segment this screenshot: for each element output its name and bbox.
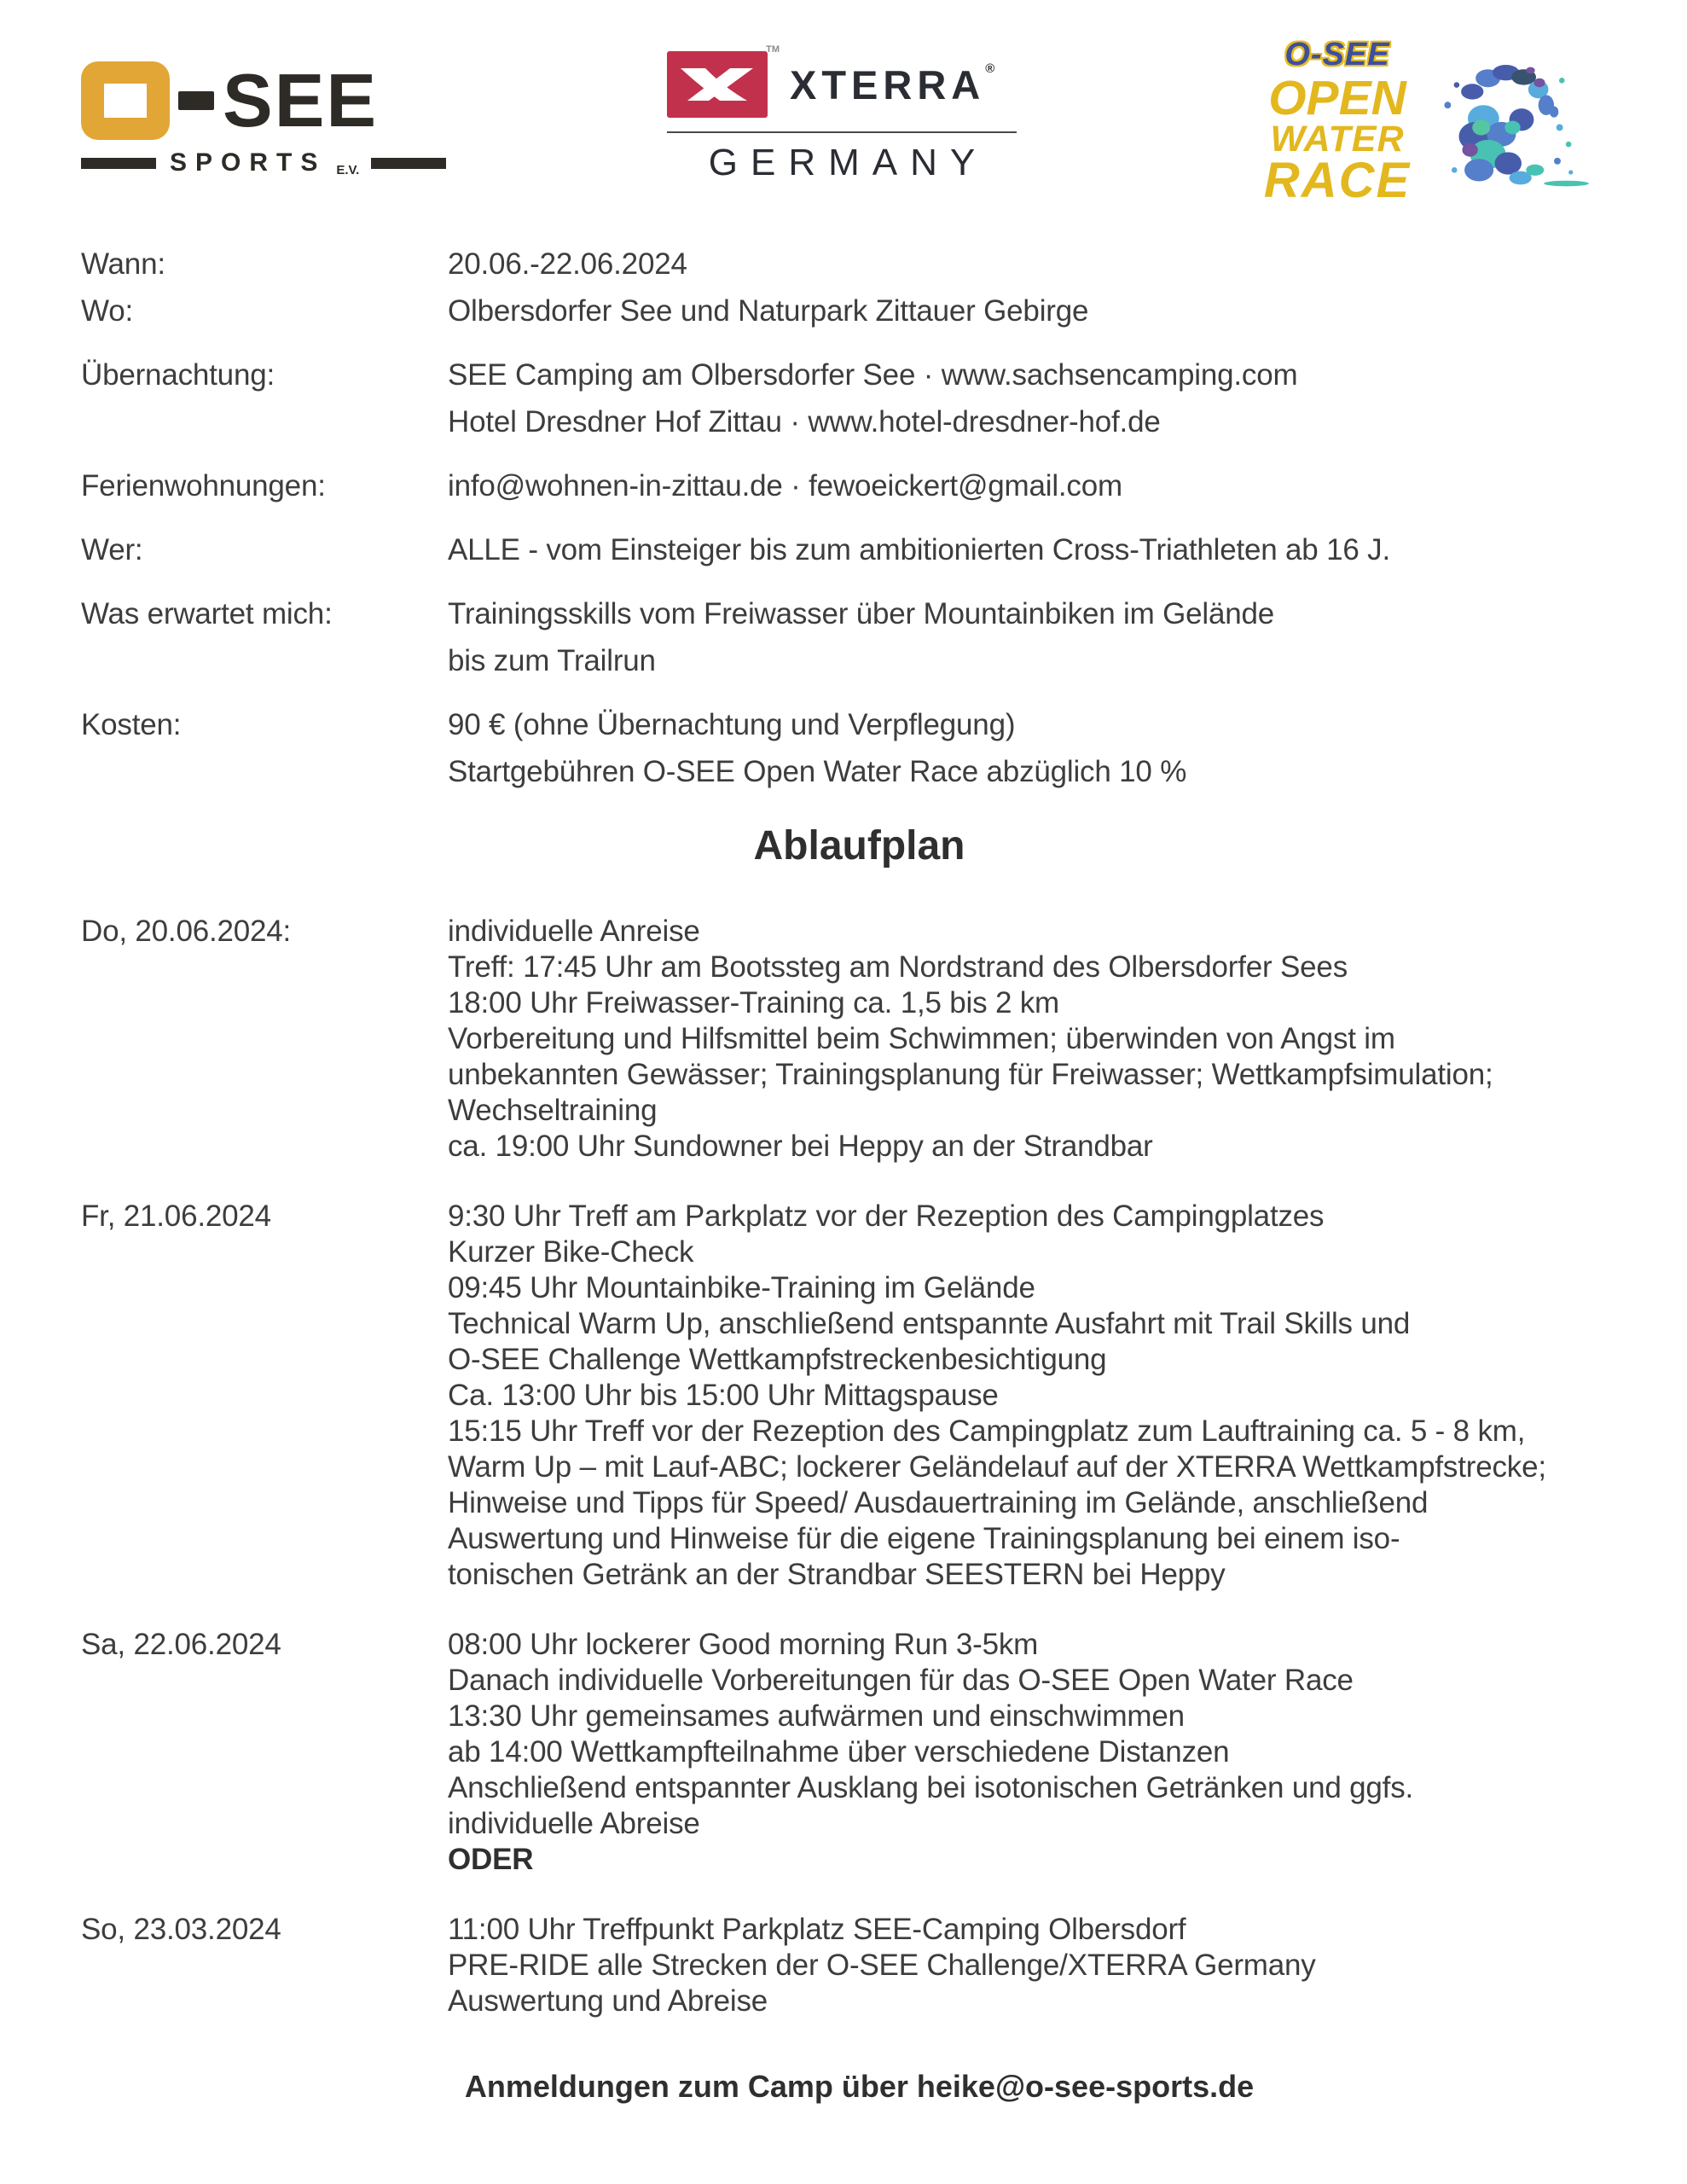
info-label: Kosten: [81,708,182,741]
xterra-x-swoosh [667,51,768,118]
owr-osee-text: O-SEE [1284,37,1390,73]
info-value-line: Trainingsskills vom Freiwasser über Mountainbiken im Gelände [448,597,1275,630]
owr-water-text: WATER [1270,119,1405,160]
schedule-line: PRE-RIDE alle Strecken der O-SEE Challenge/XTERRA Germany [448,1949,1316,1982]
info-value-line: Startgebühren O-SEE Open Water Race abzüglich 10 % [448,755,1187,788]
schedule-line: Auswertung und Hinweise für die eigene Trainingsplanung bei einem iso- [448,1522,1400,1555]
info-row-value [448,241,1638,288]
schedule-line: Auswertung und Abreise [448,1984,768,2018]
info-row-value [448,351,1638,445]
schedule-line: Wechseltraining [448,1094,658,1127]
schedule-line: Treff: 17:45 Uhr am Bootssteg am Nordstrand des Olbersdorfer Sees [448,950,1348,984]
info-value-line: 90 € (ohne Übernachtung und Verpflegung) [448,708,1016,741]
info-value-line: SEE Camping am Olbersdorfer See · www.sachsencamping.com [448,358,1298,392]
schedule-line: Danach individuelle Vorbereitungen für das O-SEE Open Water Race [448,1664,1354,1697]
info-row-value [448,701,1638,795]
schedule-line: Kurzer Bike-Check [448,1235,694,1269]
schedule-line: 09:45 Uhr Mountainbike-Training im Gelände [448,1271,1035,1304]
osee-sports-logo [81,58,446,177]
schedule-date: Fr, 21.06.2024 [81,1199,271,1233]
xterra-tm-mark: TM [766,44,780,55]
schedule-title: Ablaufplan [753,823,965,868]
schedule-line: ODER [448,1843,534,1876]
schedule-line: individuelle Abreise [448,1807,700,1840]
info-value-line: 20.06.-22.06.2024 [448,247,687,281]
osee-logo-text: SEE [223,58,379,142]
schedule-row [81,914,1638,1165]
schedule-row-value [448,1912,1638,2019]
schedule-line: Ca. 13:00 Uhr bis 15:00 Uhr Mittagspause [448,1379,999,1412]
xterra-logo-text [790,61,1000,108]
schedule-date: Do, 20.06.2024: [81,915,292,948]
schedule-line: ca. 19:00 Uhr Sundowner bei Heppy an der Strandbar [448,1130,1153,1163]
info-row [81,288,1638,334]
info-label: Ferienwohnungen: [81,469,326,502]
info-row [81,241,1638,288]
schedule-date: Sa, 22.06.2024 [81,1628,281,1661]
owr-open-text: OPEN [1268,71,1406,126]
schedule-date: So, 23.03.2024 [81,1913,281,1946]
open-water-race-logo [1235,39,1593,227]
schedule-line: O-SEE Challenge Wettkampfstreckenbesichtigung [448,1343,1107,1376]
schedule-row [81,1199,1638,1593]
schedule-line: Warm Up – mit Lauf-ABC; lockerer Geländelauf auf der XTERRA Wettkampfstrecke; [448,1450,1546,1484]
info-row [81,462,1638,509]
xterra-germany-logo [667,44,1017,184]
info-value-line: Hotel Dresdner Hof Zittau · www.hotel-dresdner-hof.de [448,405,1161,439]
schedule-row-value [448,1627,1638,1878]
info-row-value [448,590,1638,684]
schedule-line: 15:15 Uhr Treff vor der Rezeption des Campingplatz zum Lauftraining ca. 5 - 8 km, [448,1414,1526,1448]
info-label: Übernachtung: [81,358,275,392]
info-label: Wann: [81,247,165,281]
schedule-row-value [448,1199,1638,1593]
open-water-race-wordmark [1235,37,1440,209]
info-label: Wer: [81,533,143,566]
schedule-line: tonischen Getränk an der Strandbar SEESTERN bei Heppy [448,1558,1226,1591]
osee-bar-left [81,158,156,169]
schedule-row [81,1627,1638,1878]
registration-note: Anmeldungen zum Camp über heike@o-see-sports.de [464,2069,1255,2104]
info-section [81,241,1638,795]
schedule-line: Anschließend entspannter Ausklang bei isotonischen Getränken und ggfs. [448,1771,1414,1804]
info-value-line: info@wohnen-in-zittau.de · fewoeickert@gmail.com [448,469,1122,502]
schedule-row-value [448,914,1638,1165]
schedule-line: 13:30 Uhr gemeinsames aufwärmen und einschwimmen [448,1699,1185,1733]
schedule-line: 9:30 Uhr Treff am Parkplatz vor der Rezeption des Campingplatzes [448,1199,1325,1233]
info-row [81,701,1638,795]
schedule-section [81,914,1638,2019]
schedule-line: individuelle Anreise [448,915,700,948]
schedule-line: Technical Warm Up, anschließend entspannte Ausfahrt mit Trail Skills und [448,1307,1411,1340]
osee-sports-text: SPORTS [170,148,327,177]
info-label: Was erwartet mich: [81,597,333,630]
schedule-line: 08:00 Uhr lockerer Good morning Run 3-5km [448,1628,1039,1661]
flyer-content [81,241,1638,2105]
osee-o-icon [81,61,170,140]
schedule-line: 18:00 Uhr Freiwasser-Training ca. 1,5 bis 2 km [448,986,1059,1019]
schedule-line: Vorbereitung und Hilfsmittel beim Schwimmen; überwinden von Angst im [448,1022,1395,1055]
osee-logo-wordmark [81,58,446,142]
info-value-line: Olbersdorfer See und Naturpark Zittauer Gebirge [448,294,1089,328]
schedule-row [81,1912,1638,2019]
info-label: Wo: [81,294,133,328]
schedule-line: unbekannten Gewässer; Trainingsplanung für Freiwasser; Wettkampfsimulation; [448,1058,1493,1091]
info-row-value [448,288,1638,334]
schedule-line: 11:00 Uhr Treffpunkt Parkplatz SEE-Camping Olbersdorf [448,1913,1186,1946]
xterra-wordmark [667,44,1017,118]
info-row [81,526,1638,573]
xterra-word-text: XTERRA [790,61,986,107]
info-value-line: ALLE - vom Einsteiger bis zum ambitionierten Cross-Triathleten ab 16 J. [448,533,1390,566]
info-row [81,590,1638,684]
xterra-region-text: GERMANY [708,142,988,183]
swimmer-splash-icon [1414,39,1593,227]
xterra-x-icon [667,44,780,118]
info-value-line: bis zum Trailrun [448,644,656,677]
osee-o-inner [104,84,147,118]
osee-logo-subtitle [81,148,446,177]
xterra-divider-line [667,131,1017,133]
owr-race-text: RACE [1263,153,1412,209]
osee-bar-right [371,158,446,169]
info-row [81,351,1638,445]
schedule-line: Hinweise und Tipps für Speed/ Ausdauertraining im Gelände, anschließend [448,1486,1429,1519]
xterra-registered-mark: ® [985,61,1000,76]
info-row-value [448,526,1638,573]
info-row-value [448,462,1638,509]
osee-dash-icon [178,91,214,110]
osee-ev-text: E.V. [336,163,360,177]
schedule-line: ab 14:00 Wettkampfteilnahme über verschiedene Distanzen [448,1735,1230,1769]
